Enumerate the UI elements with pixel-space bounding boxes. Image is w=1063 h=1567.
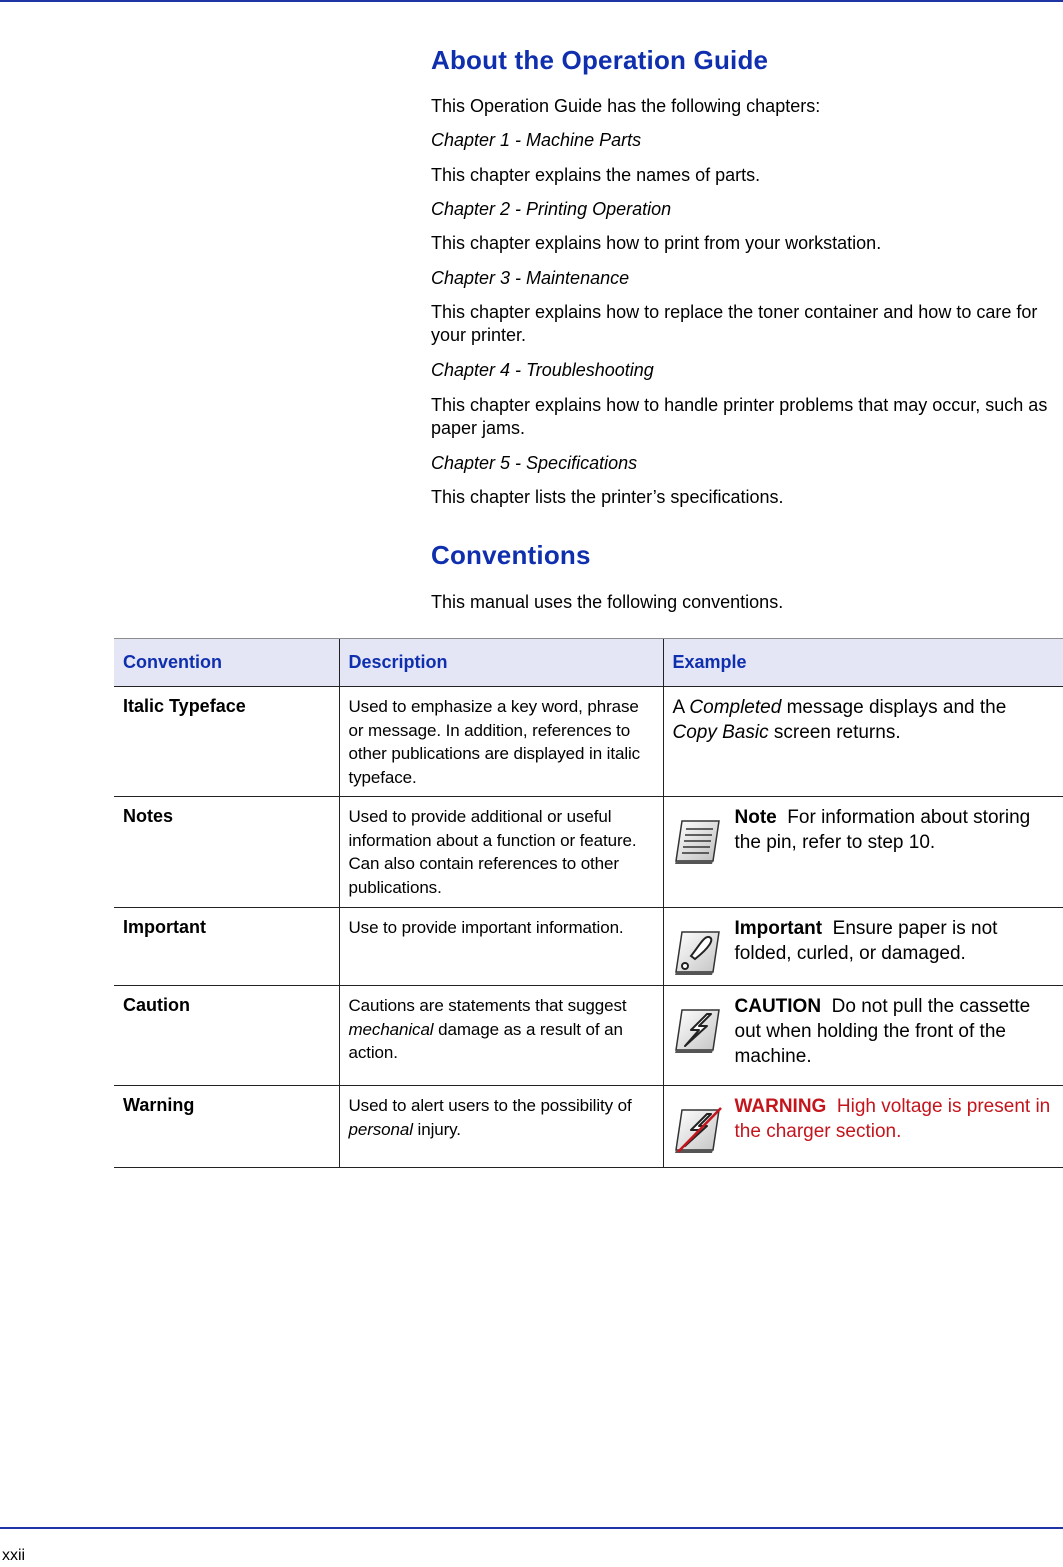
chapter-2-title: Chapter 2 - Printing Operation	[431, 199, 672, 219]
description-cell: Used to emphasize a key word, phrase or message. In addition, references to other publications are displayed in italic typeface.	[339, 687, 663, 797]
chapter-4-title: Chapter 4 - Troubleshooting	[431, 360, 654, 380]
convention-cell: Warning	[114, 1086, 339, 1168]
caution-text: Do not pull the cassette out when holding the front of the machine.	[734, 996, 1031, 1067]
caution-label: CAUTION	[734, 996, 822, 1017]
note-icon	[673, 817, 723, 867]
header-example: Example	[663, 639, 1063, 687]
example-italic-term: Completed	[689, 697, 782, 718]
description-cell	[339, 986, 663, 1086]
conventions-intro: This manual uses the following conventions.	[431, 592, 784, 612]
table-row	[114, 908, 1063, 986]
chapter-3-title: Chapter 3 - Maintenance	[431, 268, 630, 288]
header-convention: Convention	[114, 639, 339, 687]
example-cell	[663, 687, 1063, 797]
example-cell	[663, 908, 1063, 986]
example-italic-term: Copy Basic	[672, 722, 769, 743]
important-label: Important	[734, 918, 823, 939]
convention-cell: Caution	[114, 986, 339, 1086]
top-rule	[0, 0, 1063, 2]
example-text: message displays and the	[781, 697, 1007, 718]
description-text: Cautions are statements that suggest	[348, 996, 627, 1015]
note-text: For information about storing the pin, refer to step 10.	[734, 807, 1031, 853]
description-italic-term: personal	[348, 1119, 413, 1139]
chapter-4-description: This chapter explains how to handle printer problems that may occur, such as paper jams.	[431, 395, 1048, 438]
warning-icon	[673, 1106, 723, 1156]
description-cell	[339, 1086, 663, 1168]
note-label: Note	[734, 807, 777, 828]
about-heading: About the Operation Guide	[431, 45, 769, 75]
conventions-table	[114, 638, 1063, 1168]
chapter-5-description: This chapter lists the printer’s specifications.	[431, 487, 784, 507]
description-cell: Used to provide additional or useful information about a function or feature. Can also contain references to other publications.	[339, 797, 663, 908]
important-text: Ensure paper is not folded, curled, or damaged.	[734, 918, 998, 964]
convention-cell: Italic Typeface	[114, 687, 339, 797]
chapter-3-description: This chapter explains how to replace the toner container and how to care for your printer.	[431, 302, 1038, 345]
important-icon	[673, 928, 723, 978]
table-header-row	[114, 639, 1063, 687]
example-text: screen returns.	[768, 722, 901, 743]
convention-cell: Important	[114, 908, 339, 986]
caution-icon	[673, 1006, 723, 1056]
description-cell: Use to provide important information.	[339, 908, 663, 986]
warning-text: High voltage is present in the charger section.	[734, 1096, 1051, 1142]
description-italic-term: mechanical	[348, 1019, 434, 1039]
bottom-rule	[0, 1527, 1063, 1529]
chapter-1-title: Chapter 1 - Machine Parts	[431, 130, 642, 150]
example-cell	[663, 986, 1063, 1086]
header-description: Description	[339, 639, 663, 687]
table-row	[114, 687, 1063, 797]
description-text: damage as a result of an action.	[348, 1019, 623, 1062]
conventions-heading: Conventions	[431, 540, 591, 570]
chapter-5-title: Chapter 5 - Specifications	[431, 453, 638, 473]
table-row	[114, 1086, 1063, 1168]
about-intro: This Operation Guide has the following chapters:	[431, 96, 821, 116]
example-cell	[663, 797, 1063, 908]
description-text: Used to alert users to the possibility of	[348, 1096, 632, 1115]
convention-cell: Notes	[114, 797, 339, 908]
chapter-2-description: This chapter explains how to print from your workstation.	[431, 233, 882, 253]
page-number: xxii	[2, 1547, 26, 1564]
example-text: A	[672, 697, 690, 718]
description-text: injury.	[412, 1119, 461, 1139]
example-cell	[663, 1086, 1063, 1168]
table-row	[114, 986, 1063, 1086]
table-row	[114, 797, 1063, 908]
chapter-1-description: This chapter explains the names of parts.	[431, 165, 761, 185]
warning-label: WARNING	[734, 1096, 827, 1117]
